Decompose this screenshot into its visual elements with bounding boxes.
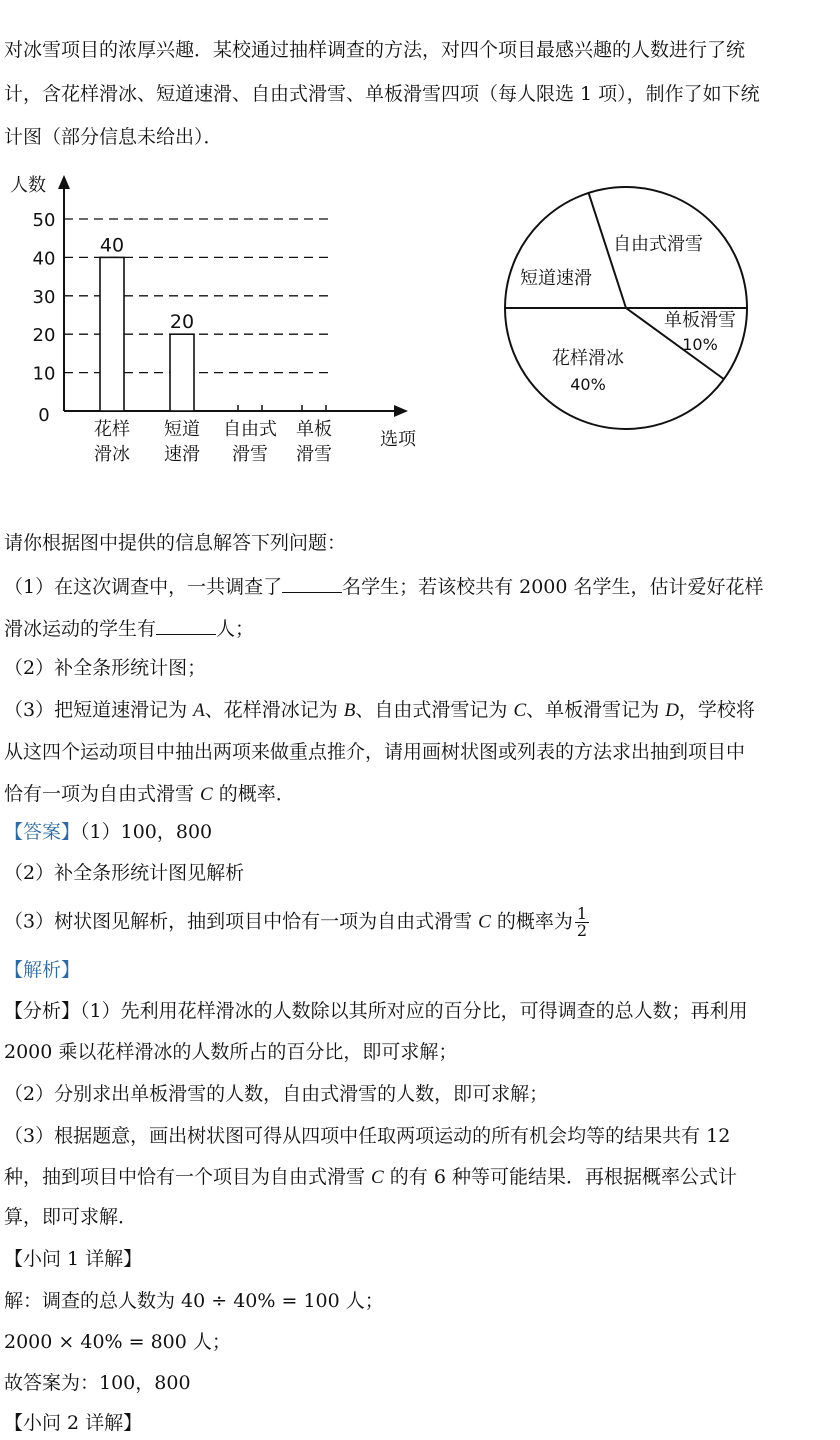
question-3-line-1 <box>4 698 755 723</box>
bar-chart <box>0 165 440 475</box>
fraction-denominator: 2 <box>576 921 588 940</box>
answer-line-3 <box>4 906 589 939</box>
x-axis-arrow-icon <box>394 405 408 417</box>
y-axis-label: 人数 <box>10 175 46 196</box>
questions-prompt: 请你根据图中提供的信息解答下列问题： <box>4 532 347 554</box>
answer-blank-2[interactable] <box>156 616 216 635</box>
y-tick-label: 0 <box>38 405 50 426</box>
q1-text-b: 名学生；若该校共有 2000 名学生，估计爱好花样 <box>342 576 764 598</box>
question-2: （2）补全条形统计图； <box>4 657 207 679</box>
analysis-p1-a: （1）先利用花样滑冰的人数除以其所对应的百分比，可得调查的总人数；再利用 <box>80 1000 748 1022</box>
answer-1: （1）100，800 <box>80 821 213 843</box>
analysis-line-6: 算，即可求解． <box>4 1206 138 1228</box>
y-tick-label: 50 <box>32 210 56 231</box>
intro-line-3: 计图（部分信息未给出）． <box>4 126 223 148</box>
analysis-line-3: （2）分别求出单板滑雪的人数，自由式滑雪的人数，即可求解； <box>4 1083 549 1105</box>
q1-text-c: 滑冰运动的学生有 <box>4 618 157 640</box>
y-axis-arrow-icon <box>58 175 70 189</box>
answer-blank-1[interactable] <box>282 574 342 593</box>
pie-chart <box>496 180 756 440</box>
bar <box>100 257 124 411</box>
q3-text-b: 、花样滑冰记为 <box>204 699 344 721</box>
analysis-line-4: （3）根据题意，画出树状图可得从四项中任取两项运动的所有机会均等的结果共有 12 <box>4 1125 731 1147</box>
y-tick-label: 40 <box>32 248 56 270</box>
subquestion-1-tag: 【小问 1 详解】 <box>4 1248 143 1270</box>
analysis-line-5 <box>4 1165 737 1190</box>
answer-3-text-b: 的概率为 <box>490 910 573 933</box>
x-category-label: 滑雪 <box>232 444 268 465</box>
q3-var-c: C <box>513 700 527 721</box>
answer-tag: 【答案】 <box>4 821 81 843</box>
analysis-label: 【分析】 <box>4 1000 81 1022</box>
pie-percent-label: 10% <box>682 335 718 354</box>
answer-2: （2）补全条形统计图见解析 <box>4 862 245 884</box>
q3-line3-var-c: C <box>200 784 213 805</box>
x-category-label: 自由式 <box>223 419 277 440</box>
q3-line3-text-a: 恰有一项为自由式滑雪 <box>4 783 201 805</box>
q1-text-d: 人； <box>216 618 255 640</box>
analysis-tag: 【解析】 <box>4 959 81 981</box>
analysis-p3-var-c: C <box>371 1167 384 1188</box>
question-1-line-2 <box>4 616 254 641</box>
pie-percent-label: 40% <box>570 375 606 394</box>
solution-1-line-1: 解：调查的总人数为 40 ÷ 40% = 100 人； <box>4 1290 384 1312</box>
solution-1-line-2: 2000 × 40% = 800 人； <box>4 1331 231 1353</box>
q3-line3-text-b: 的概率． <box>212 783 295 805</box>
analysis-line-1 <box>4 999 748 1023</box>
q1-text-a: （1）在这次调查中，一共调查了 <box>4 576 283 598</box>
intro-line-2: 计，含花样滑冰、短道速滑、自由式滑雪、单板滑雪四项（每人限选 1 项），制作了如下统 <box>4 83 760 105</box>
q3-var-b: B <box>343 700 356 721</box>
x-category-label: 短道 <box>164 419 200 440</box>
question-3-line-3 <box>4 782 295 807</box>
pie-slice-label: 单板滑雪 <box>664 310 736 331</box>
y-tick-label: 20 <box>32 325 56 347</box>
pie-slice-label: 花样滑冰 <box>552 348 624 369</box>
bar-value-label: 20 <box>169 311 195 334</box>
q3-var-d: D <box>665 700 679 721</box>
y-tick-label: 10 <box>32 363 56 385</box>
answer-3-var-c: C <box>478 911 491 933</box>
question-1-line-1 <box>4 574 764 599</box>
y-tick-label: 30 <box>32 286 56 308</box>
x-category-label: 滑雪 <box>296 444 332 465</box>
q3-text-e: ，学校将 <box>678 699 755 721</box>
analysis-p3-b1: 种，抽到项目中恰有一个项目为自由式滑雪 <box>4 1166 372 1188</box>
pie-slice-label: 短道速滑 <box>520 268 592 289</box>
subquestion-2-tag: 【小问 2 详解】 <box>4 1412 143 1434</box>
q3-var-a: A <box>193 700 205 721</box>
fraction-one-half <box>575 906 589 939</box>
analysis-line-2: 2000 乘以花样滑冰的人数所占的百分比，即可求解； <box>4 1041 458 1063</box>
x-category-label: 单板 <box>296 419 332 440</box>
x-category-label: 花样 <box>94 419 130 440</box>
analysis-p3-b2: 的有 6 种等可能结果．再根据概率公式计 <box>383 1166 737 1188</box>
intro-line-1: 对冰雪项目的浓厚兴趣．某校通过抽样调查的方法，对四个项目最感兴趣的人数进行了统 <box>4 39 746 61</box>
pie-slice-label: 自由式滑雪 <box>613 234 703 255</box>
q3-text-a: （3）把短道速滑记为 <box>4 699 194 721</box>
bar <box>170 334 194 411</box>
question-3-line-2: 从这四个运动项目中抽出两项来做重点推介，请用画树状图或列表的方法求出抽到项目中 <box>4 741 746 763</box>
x-category-label: 滑冰 <box>94 444 130 465</box>
x-category-label: 速滑 <box>164 444 200 465</box>
x-axis-label: 选项 <box>380 429 416 450</box>
bar-value-label: 40 <box>99 234 125 257</box>
answer-line-1 <box>4 820 212 844</box>
q3-text-c: 、自由式滑雪记为 <box>355 699 514 721</box>
q3-text-d: 、单板滑雪记为 <box>526 699 666 721</box>
fraction-numerator: 1 <box>576 904 588 923</box>
solution-1-line-3: 故答案为：100，800 <box>4 1372 191 1394</box>
answer-3-text-a: （3）树状图见解析，抽到项目中恰有一项为自由式滑雪 <box>4 910 479 933</box>
